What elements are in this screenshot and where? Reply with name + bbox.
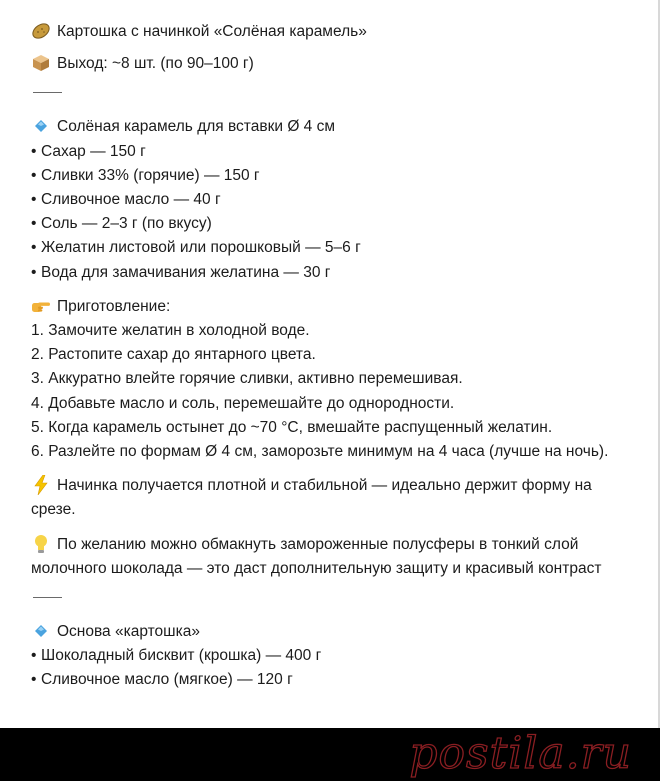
base-ingredients	[31, 644, 636, 692]
list-item: 3. Аккуратно влейте горячие сливки, активно перемешивая.	[31, 370, 463, 388]
light-bulb-icon	[31, 533, 51, 555]
list-item: • Сахар — 150 г	[31, 142, 146, 160]
lightning-icon	[31, 474, 51, 496]
preparation-heading: Приготовление:	[31, 295, 636, 319]
section-divider	[33, 92, 62, 93]
recipe-title: Картошка с начинкой «Солёная карамель»	[31, 20, 636, 44]
tip-paragraph: По желанию можно обмакнуть замороженные полусферы в тонкий слой молочного шоколада — это даст дополнительную защиту и красивый контраст	[31, 533, 636, 581]
caramel-heading: Солёная карамель для вставки Ø 4 см	[31, 115, 636, 139]
note-paragraph: Начинка получается плотной и стабильной — идеально держит форму на срезе.	[31, 474, 636, 522]
list-item: 5. Когда карамель остынет до ~70 °C, вмешайте распущенный желатин.	[31, 418, 553, 436]
potato-icon	[31, 20, 51, 42]
caramel-ingredients	[31, 140, 636, 285]
preparation-steps	[31, 319, 636, 464]
list-item: • Сливки 33% (горячие) — 150 г	[31, 166, 260, 184]
list-item: • Соль — 2–3 г (по вкусу)	[31, 215, 212, 233]
small-blue-diamond-icon	[31, 620, 51, 642]
list-item: 2. Растопите сахар до янтарного цвета.	[31, 346, 316, 364]
list-item: • Сливочное масло (мягкое) — 120 г	[31, 671, 293, 689]
watermark-logo: postila.ru	[409, 728, 632, 779]
recipe-yield: Выход: ~8 шт. (по 90–100 г)	[31, 52, 636, 76]
small-blue-diamond-icon	[31, 115, 51, 137]
list-item: • Шоколадный бисквит (крошка) — 400 г	[31, 647, 322, 665]
list-item: • Желатин листовой или порошковый — 5–6 г	[31, 239, 361, 257]
section-divider	[33, 597, 62, 598]
package-icon	[31, 52, 51, 74]
list-item: • Вода для замачивания желатина — 30 г	[31, 263, 331, 281]
list-item: 6. Разлейте по формам Ø 4 см, заморозьте минимум на 4 часа (лучше на ночь).	[31, 443, 609, 461]
list-item: 4. Добавьте масло и соль, перемешайте до однородности.	[31, 394, 455, 412]
list-item: 1. Замочите желатин в холодной воде.	[31, 322, 310, 340]
list-item: • Сливочное масло — 40 г	[31, 191, 221, 209]
base-heading: Основа «картошка»	[31, 620, 636, 644]
watermark-bar	[0, 728, 660, 781]
pointing-hand-icon	[31, 295, 51, 317]
